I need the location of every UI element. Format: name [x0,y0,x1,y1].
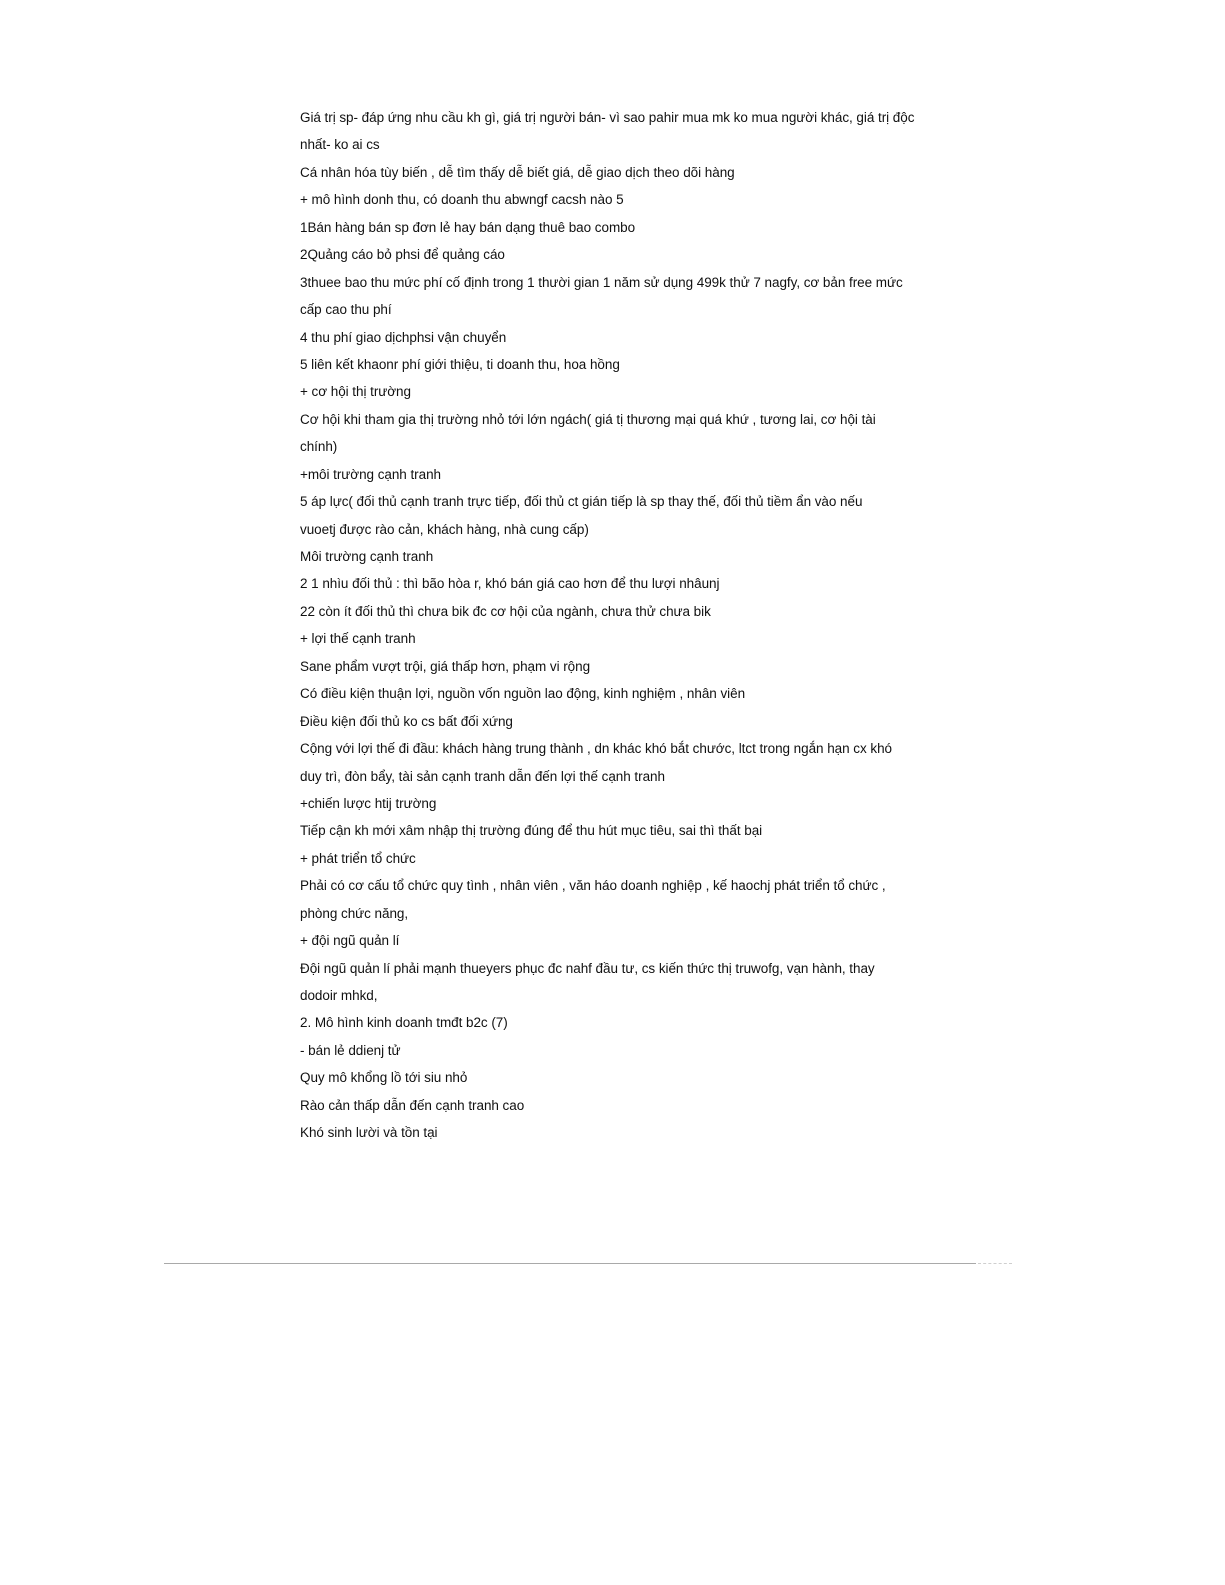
document-line: Có điều kiện thuận lợi, nguồn vốn nguồn lao động, kinh nghiệm , nhân viên [300,686,746,702]
document-line: + đội ngũ quản lí [300,933,400,949]
document-line: Rào cản thấp dẫn đến cạnh tranh cao [300,1097,525,1113]
document-line: +chiến lược htij trường [300,795,437,811]
document-line: Sane phẩm vượt trội, giá thấp hơn, phạm vi rộng [300,658,591,674]
document-line: Đội ngũ quản lí phải mạnh thueyers phục đc nahf đầu tư, cs kiến thức thị truwofg, vạn hành, thay [300,960,875,976]
document-line: Cộng với lợi thế đi đầu: khách hàng trung thành , dn khác khó bắt chước, ltct trong ngắn hạn cx khó [300,741,893,757]
document-line: Môi trường cạnh tranh [300,549,434,564]
document-line: chính) [300,439,338,455]
document-line: 1Bán hàng bán sp đơn lẻ hay bán dạng thuê bao combo [300,219,636,235]
document-line: + mô hình donh thu, có doanh thu abwngf cacsh nào 5 [300,192,624,208]
page-break-divider-tail [978,1263,1012,1264]
document-line: 2. Mô hình kinh doanh tmđt b2c (7) [300,1015,508,1031]
document-line: dodoir mhkd, [300,988,378,1003]
document-line: + phát triển tổ chức [300,850,416,866]
document-line: Tiếp cận kh mới xâm nhập thị trường đúng để thu hút mục tiêu, sai thì thất bại [300,823,763,839]
document-line: 5 liên kết khaonr phí giới thiệu, ti doanh thu, hoa hồng [300,356,620,372]
document-body [300,104,940,1147]
document-line: + lợi thế cạnh tranh [300,631,416,647]
document-line: - bán lẻ ddienj tử [300,1042,401,1058]
document-line: Cơ hội khi tham gia thị trường nhỏ tới lớn ngách( giá tị thương mại quá khứ , tương lai, cơ hội tài [300,411,876,427]
page-break-divider [164,1263,976,1264]
document-line: Giá trị sp- đáp ứng nhu cầu kh gì, giá trị người bán- vì sao pahir mua mk ko mua người khác, giá trị độc [300,110,915,125]
document-line: 2 1 nhìu đối thủ : thì bão hòa r, khó bán giá cao hơn để thu lượi nhâunj [300,576,720,592]
document-line: Điều kiện đối thủ ko cs bất đối xứng [300,713,513,729]
document-line: duy trì, đòn bẩy, tài sản cạnh tranh dẫn đến lợi thế cạnh tranh [300,768,665,784]
document-line: vuoetj được rào cản, khách hàng, nhà cung cấp) [300,521,589,537]
document-line: 5 áp lực( đối thủ cạnh tranh trực tiếp, đối thủ ct gián tiếp là sp thay thế, đối thủ tiềm ẩn vào nếu [300,494,863,510]
document-line: + cơ hội thị trường [300,384,411,400]
document-line: 4 thu phí giao dịchphsi vận chuyển [300,329,507,345]
document-line: Quy mô khổng lồ tới siu nhỏ [300,1070,468,1086]
document-line: cấp cao thu phí [300,302,392,318]
document-line: phòng chức năng, [300,905,409,921]
document-line: 2Quảng cáo bỏ phsi để quảng cáo [300,247,505,263]
document-line: 22 còn ít đối thủ thì chưa bik đc cơ hội của ngành, chưa thử chưa bik [300,603,711,619]
document-line: Phải có cơ cấu tổ chức quy tình , nhân viên , văn háo doanh nghiệp , kế haochj phát triển tổ chức , [300,878,886,894]
document-line: Cá nhân hóa tùy biến , dễ tìm thấy dễ biết giá, dễ giao dịch theo dõi hàng [300,164,735,180]
document-line: 3thuee bao thu mức phí cố định trong 1 thười gian 1 năm sử dụng 499k thử 7 nagfy, cơ bản free mức [300,274,903,290]
document-line: Khó sinh lười và tồn tại [300,1125,438,1141]
document-line: nhất- ko ai cs [300,137,380,153]
document-line: +môi trường cạnh tranh [300,466,441,482]
